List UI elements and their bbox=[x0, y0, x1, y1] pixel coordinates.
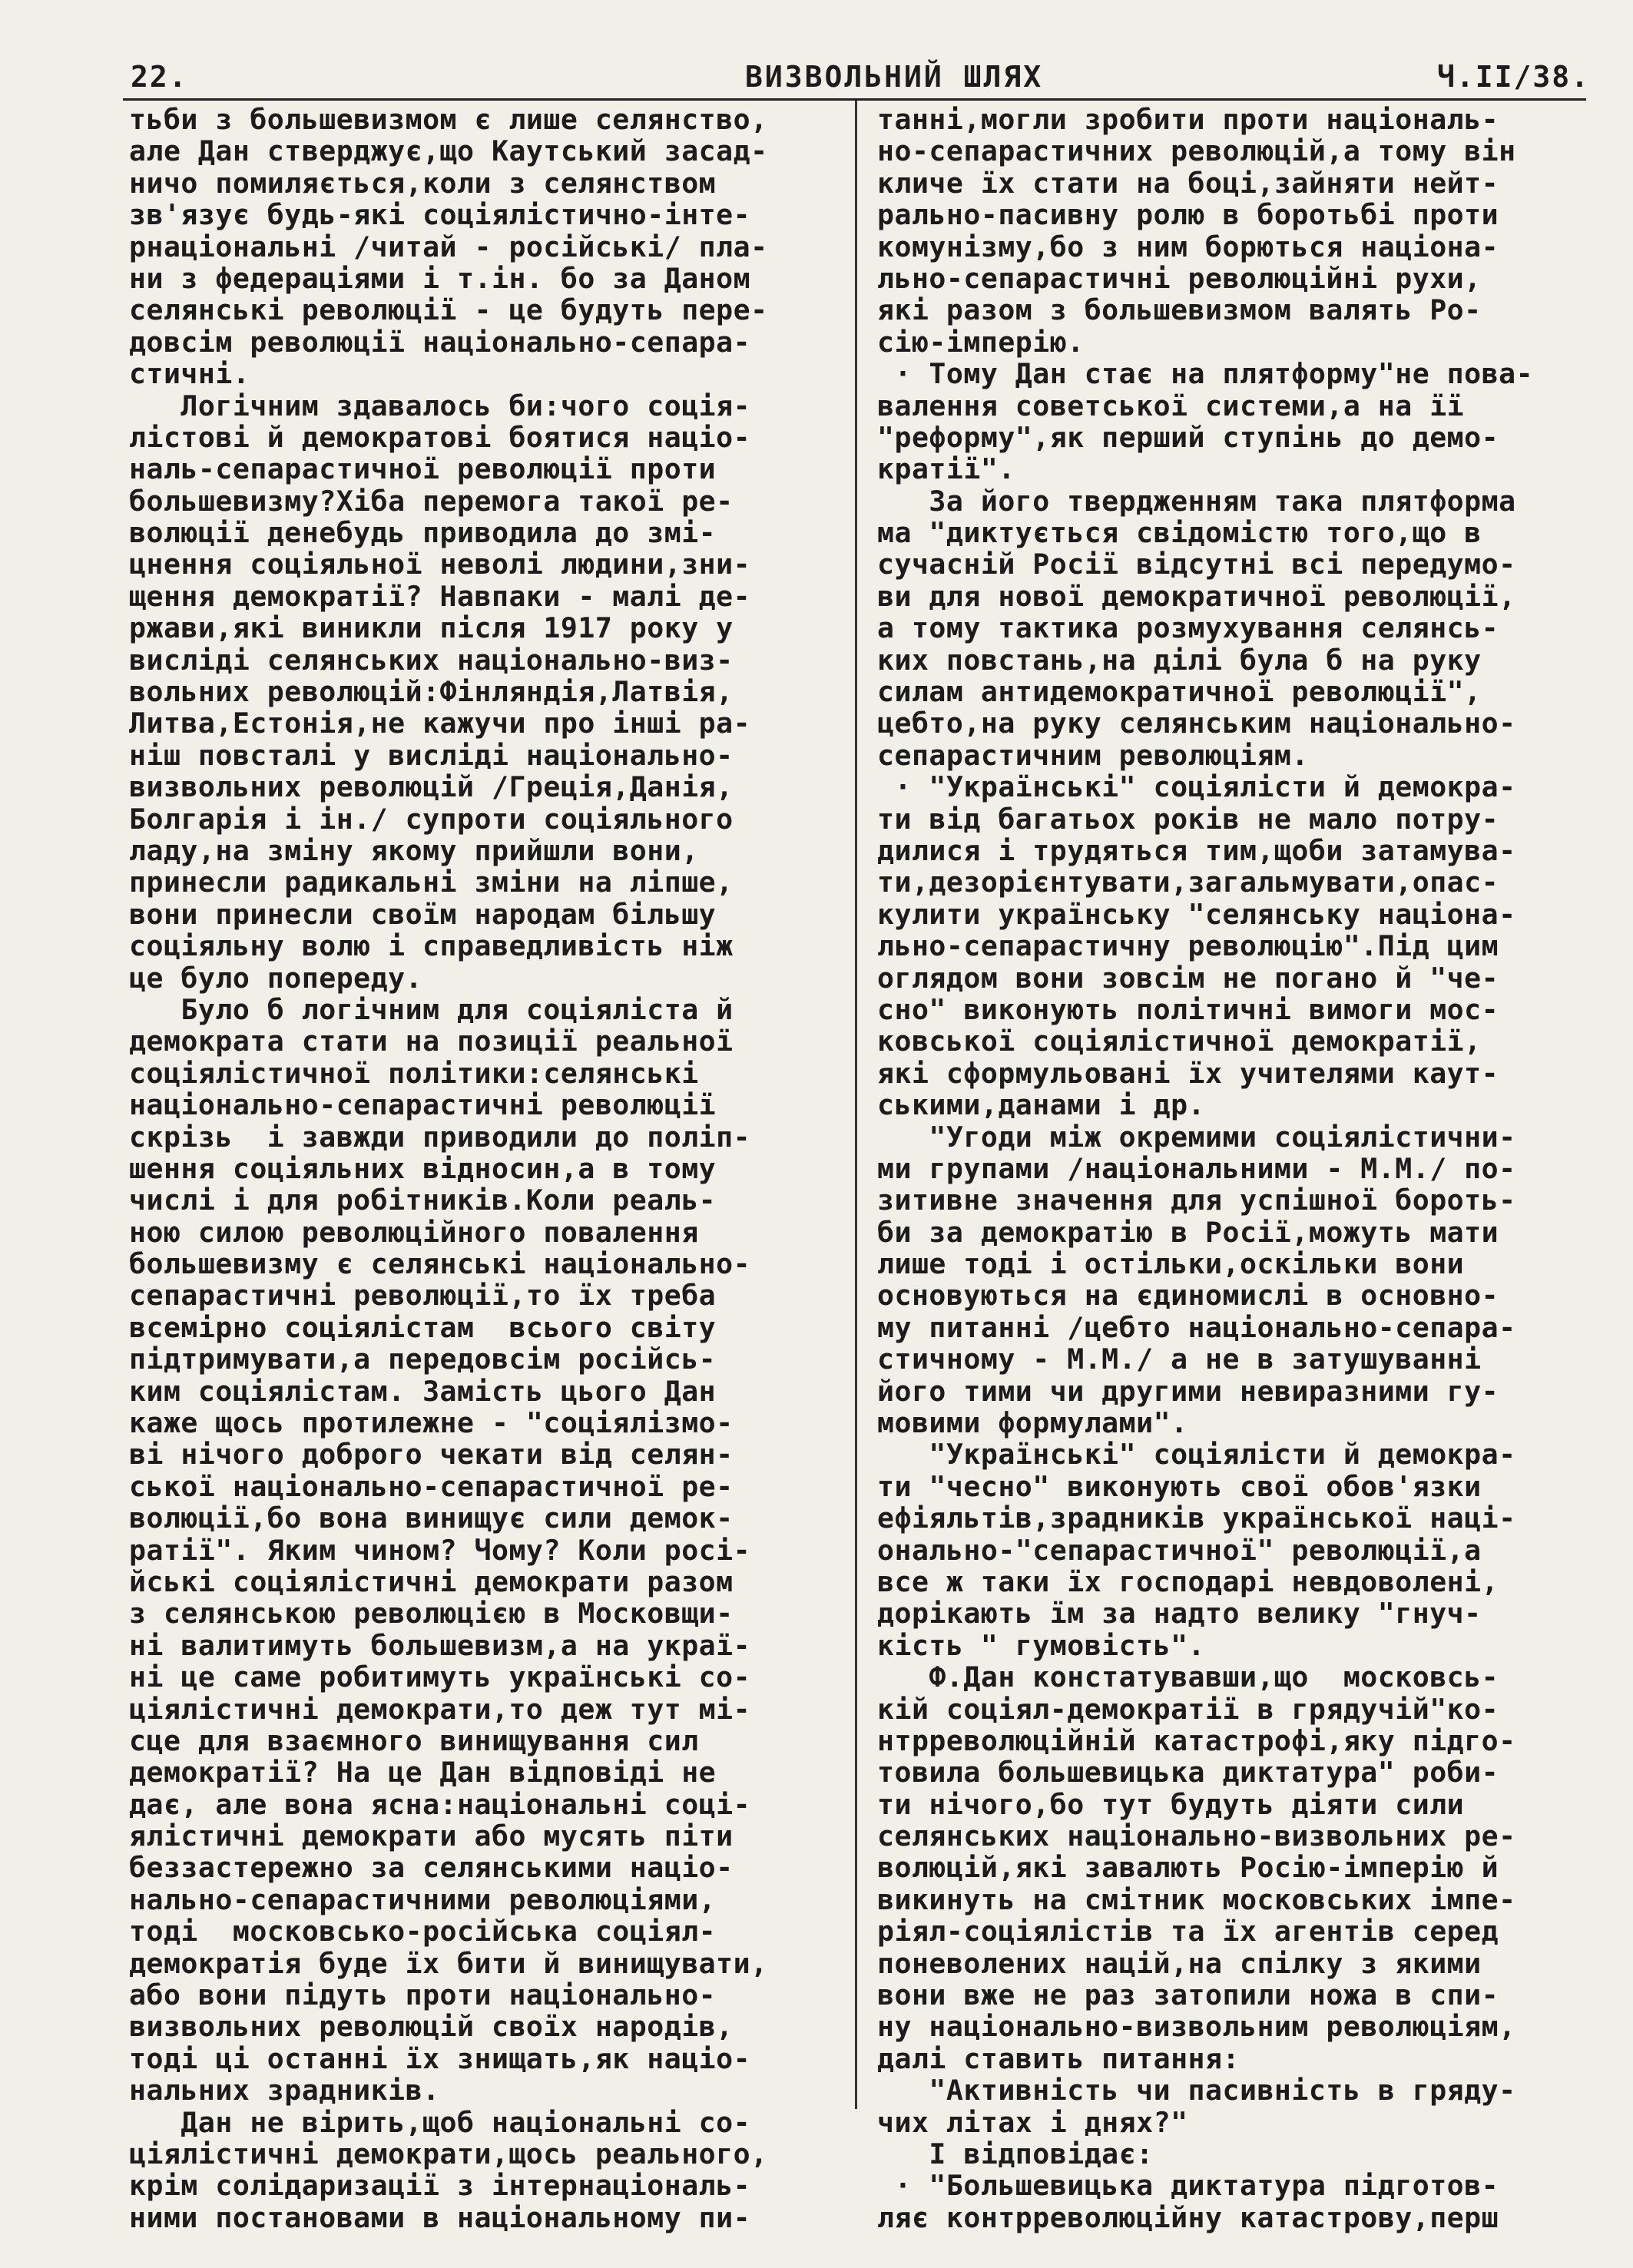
text-line: все ж таки їх господарі невдоволені, bbox=[877, 1564, 1499, 1598]
text-line: ни з федераціями і т.ін. бо за Даном bbox=[129, 261, 751, 295]
text-line: чих літах і днях?" bbox=[877, 2105, 1188, 2139]
text-line: лише тоді і остільки,оскільки вони bbox=[877, 1247, 1465, 1281]
text-line: би за демократію в Росії,можуть мати bbox=[877, 1215, 1499, 1249]
text-line: ма "диктується свідомістю того,що в bbox=[877, 516, 1482, 550]
text-line: "Українські" соціялісти й демокра- bbox=[877, 1438, 1516, 1472]
text-line: ні валитимуть большевизм,а на украї- bbox=[129, 1628, 751, 1662]
text-line: Болгарія і ін./ супроти соціяльного bbox=[129, 802, 734, 836]
text-line: большевизму?Хіба перемога такої ре- bbox=[129, 484, 734, 518]
text-line: з селянською революцією в Московщи- bbox=[129, 1597, 734, 1631]
column-divider bbox=[855, 101, 857, 2109]
text-line: йські соціялістичні демократи разом bbox=[129, 1564, 734, 1598]
text-line: принесли радикальні зміни на ліпше, bbox=[129, 866, 734, 899]
text-line: зв'язує будь-які соціялістично-інте- bbox=[129, 198, 751, 232]
text-line: "Угоди між окремими соціялістични- bbox=[877, 1120, 1516, 1154]
text-line: висліді селянських національно-виз- bbox=[129, 643, 734, 677]
text-line: які разом з большевизмом валять Ро- bbox=[877, 293, 1482, 327]
text-line: тоді ці останні їх знищать,як націо- bbox=[129, 2041, 751, 2075]
text-line: ти нічого,бо тут будуть діяти сили bbox=[877, 1787, 1465, 1821]
text-line: шення соціяльних відносин,а в тому bbox=[129, 1151, 717, 1185]
text-line: волюції,бо вона винищує сили демок- bbox=[129, 1502, 734, 1535]
text-line: онально-"сепарастичної" революції,а bbox=[877, 1533, 1482, 1567]
text-line: сце для взаємного винищування сил bbox=[129, 1723, 699, 1757]
text-line: це було попереду. bbox=[129, 961, 423, 995]
text-line: силам антидемократичної революції", bbox=[877, 675, 1482, 709]
text-line: сію-імперію. bbox=[877, 325, 1085, 359]
page-number: 22. bbox=[131, 60, 188, 94]
text-line: · "Українські" соціялісти й демокра- bbox=[877, 770, 1516, 804]
text-line: ніш повсталі у висліді національно- bbox=[129, 738, 734, 772]
text-line: ти,дезорієнтувати,загальмувати,опас- bbox=[877, 866, 1499, 899]
text-line: ві нічого доброго чекати від селян- bbox=[129, 1438, 734, 1472]
text-line: крім солідаризації з інтернаціональ- bbox=[129, 2169, 751, 2203]
text-line: ляє контрреволюційну катастрову,перш bbox=[877, 2200, 1499, 2234]
text-line: національно-сепарастичні революції bbox=[129, 1088, 717, 1122]
text-line: соціялістичної політики:селянські bbox=[129, 1056, 699, 1090]
text-line: · Тому Дан стає на плятформу"не пова- bbox=[877, 357, 1534, 391]
text-line: Ф.Дан констатувавши,що московсь- bbox=[877, 1660, 1499, 1694]
text-line: зитивне значення для успішної бороть- bbox=[877, 1184, 1516, 1217]
text-line: дорікають їм за надто велику "гнуч- bbox=[877, 1597, 1482, 1631]
text-line: поневолених націй,на спілку з якими bbox=[877, 1946, 1482, 1980]
text-line: цебто,на руку селянським національно- bbox=[877, 707, 1516, 740]
text-line: сепарастичні революції,то їх треба bbox=[129, 1279, 717, 1313]
text-line: лістові й демократові боятися націо- bbox=[129, 420, 751, 454]
text-line: ти "чесно" виконують свої обов'язки bbox=[877, 1469, 1482, 1503]
text-line: визвольних революцій своїх народів, bbox=[129, 2010, 734, 2044]
text-line: ефіяльтів,зрадників української наці- bbox=[877, 1502, 1516, 1535]
text-line: му питанні /цебто національно-сепара- bbox=[877, 1310, 1516, 1344]
text-line: льно-сепарастичні революційні рухи, bbox=[877, 261, 1482, 295]
text-line: каже щось протилежне - "соціялізмо- bbox=[129, 1406, 734, 1440]
text-line: щення демократії? Навпаки - малі де- bbox=[129, 579, 751, 613]
text-line: підтримувати,а передовсім російсь- bbox=[129, 1343, 717, 1376]
text-line: сно" виконують політичні вимоги мос- bbox=[877, 992, 1499, 1026]
text-line: льно-сепарастичну революцію".Під цим bbox=[877, 929, 1499, 963]
text-line: · "Большевицька диктатура підготов- bbox=[877, 2169, 1499, 2203]
text-line: демократія буде їх бити й винищувати, bbox=[129, 1946, 768, 1980]
text-line: ціялістичні демократи,щось реального, bbox=[129, 2137, 768, 2170]
text-line: ськими,данами і др. bbox=[877, 1088, 1206, 1122]
right-text-column bbox=[877, 104, 1584, 2233]
text-line: нально-сепарастичними революціями, bbox=[129, 1882, 717, 1916]
text-line: Логічним здавалось би:чого соція- bbox=[129, 389, 751, 422]
left-text-column bbox=[129, 104, 836, 2233]
text-line: рнаціональні /читай - російські/ пла- bbox=[129, 230, 768, 263]
text-line: ничо помиляється,коли з селянством bbox=[129, 166, 717, 200]
text-line: беззастережно за селянськими націо- bbox=[129, 1851, 734, 1885]
journal-title: ВИЗВОЛЬНИЙ ШЛЯХ bbox=[745, 60, 1044, 94]
text-line: які сформульовані їх учителями каут- bbox=[877, 1056, 1499, 1090]
text-line: Було б логічним для соціяліста й bbox=[129, 992, 734, 1026]
text-line: демократії? На це Дан відповіді не bbox=[129, 1756, 717, 1790]
text-line: ну національно-визвольним революціям, bbox=[877, 2010, 1516, 2044]
text-line: За його твердженням така плятформа bbox=[877, 484, 1516, 518]
text-line: товила большевицька диктатура" роби- bbox=[877, 1756, 1499, 1790]
text-line: або вони підуть проти національно- bbox=[129, 1978, 717, 2012]
text-line: соціяльну волю і справедливість ніж bbox=[129, 929, 734, 963]
text-line: ріял-соціялістів та їх агентів серед bbox=[877, 1915, 1499, 1948]
text-line: всемірно соціялістам всього світу bbox=[129, 1310, 717, 1344]
text-line: сучасній Росії відсутні всі передумо- bbox=[877, 548, 1516, 581]
text-line: скрізь і завжди приводили до поліп- bbox=[129, 1120, 751, 1154]
text-line: "реформу",як перший ступінь до демо- bbox=[877, 420, 1499, 454]
text-line: ялістичні демократи або мусять піти bbox=[129, 1819, 734, 1853]
text-line: дилися і трудяться тим,щоби затамува- bbox=[877, 833, 1516, 867]
text-line: селянських національно-визвольних ре- bbox=[877, 1819, 1516, 1853]
text-line: "Активність чи пасивність в гряду- bbox=[877, 2074, 1516, 2107]
text-line: демократа стати на позиції реальної bbox=[129, 1025, 734, 1058]
text-line: валення советської системи,а на її bbox=[877, 389, 1465, 422]
text-line: цнення соціяльної неволі людини,зни- bbox=[129, 548, 751, 581]
text-line: його тими чи другими невиразними гу- bbox=[877, 1374, 1499, 1408]
text-line: викинуть на смітник московських імпе- bbox=[877, 1882, 1516, 1916]
text-line: ними постановами в національному пи- bbox=[129, 2200, 751, 2234]
text-line: числі і для робітників.Коли реаль- bbox=[129, 1184, 717, 1217]
text-line: ви для нової демократичної революції, bbox=[877, 579, 1516, 613]
text-line: ковської соціялістичної демократії, bbox=[877, 1025, 1482, 1058]
text-line: дає, але вона ясна:національні соці- bbox=[129, 1787, 751, 1821]
text-line: нтрреволюційній катастрофі,яку підго- bbox=[877, 1723, 1516, 1757]
text-line: наль-сепарастичної революції проти bbox=[129, 452, 717, 486]
text-line: селянські революції - це будуть пере- bbox=[129, 293, 768, 327]
running-header bbox=[131, 60, 1590, 97]
text-line: кість " гумовість". bbox=[877, 1628, 1206, 1662]
text-line: ною силою революційного повалення bbox=[129, 1215, 699, 1249]
text-line: рально-пасивну ролю в боротьбі проти bbox=[877, 198, 1499, 232]
text-line: ржави,які виникли після 1917 року у bbox=[129, 611, 734, 645]
text-line: основуються на єдиномислі в основно- bbox=[877, 1279, 1499, 1313]
text-line: ської національно-сепарастичної ре- bbox=[129, 1469, 734, 1503]
text-line: большевизму є селянські національно- bbox=[129, 1247, 751, 1281]
text-line: нальних зрадників. bbox=[129, 2074, 440, 2107]
text-line: ладу,на зміну якому прийшли вони, bbox=[129, 833, 699, 867]
text-line: волюції денебудь приводила до змі- bbox=[129, 516, 717, 550]
text-line: оглядом вони зовсім не погано й "че- bbox=[877, 961, 1499, 995]
text-line: ти від багатьох років не мало потру- bbox=[877, 802, 1499, 836]
text-line: довсім революції національно-сепара- bbox=[129, 325, 751, 359]
text-line: Дан не вірить,щоб національні со- bbox=[129, 2105, 751, 2139]
text-line: ких повстань,на ділі була б на руку bbox=[877, 643, 1482, 677]
text-line: волюцій,які завалють Росію-імперію й bbox=[877, 1851, 1499, 1885]
text-line: мовими формулами". bbox=[877, 1406, 1188, 1440]
text-line: сепарастичним революціям. bbox=[877, 738, 1309, 772]
text-line: вони принесли своїм народам більшу bbox=[129, 897, 717, 931]
text-line: кратії". bbox=[877, 452, 1015, 486]
issue-number: Ч.II/38. bbox=[1436, 60, 1590, 94]
text-line: стичному - М.М./ а не в затушуванні bbox=[877, 1343, 1482, 1376]
text-line: а тому тактика розмухування селянсь- bbox=[877, 611, 1499, 645]
text-line: кулити українську "селянську націона- bbox=[877, 897, 1516, 931]
text-line: кличе їх стати на боці,зайняти нейт- bbox=[877, 166, 1499, 200]
text-line: визвольних революцій /Греція,Данія, bbox=[129, 770, 734, 804]
text-line: ми групами /національними - М.М./ по- bbox=[877, 1151, 1516, 1185]
text-line: вони вже не раз затопили ножа в спи- bbox=[877, 1978, 1499, 2012]
text-line: І відповідає: bbox=[877, 2137, 1154, 2170]
text-line: тьби з большевизмом є лише селянство, bbox=[129, 103, 768, 136]
text-line: но-сепарастичних революцій,а тому він bbox=[877, 134, 1516, 168]
text-line: ратії". Яким чином? Чому? Коли росі- bbox=[129, 1533, 751, 1567]
text-line: вольних революцій:Фінляндія,Латвія, bbox=[129, 675, 734, 709]
text-line: тоді московсько-російська соціял- bbox=[129, 1915, 717, 1948]
text-line: ким соціялістам. Замість цього Дан bbox=[129, 1374, 717, 1408]
text-line: стичні. bbox=[129, 357, 250, 391]
text-line: далі ставить питання: bbox=[877, 2041, 1240, 2075]
text-line: танні,могли зробити проти національ- bbox=[877, 103, 1499, 136]
text-line: ціялістичні демократи,то деж тут мі- bbox=[129, 1692, 751, 1726]
text-line: ні це саме робитимуть українські со- bbox=[129, 1660, 751, 1694]
text-line: комунізму,бо з ним борються націона- bbox=[877, 230, 1499, 263]
text-line: але Дан стверджує,що Каутський засад- bbox=[129, 134, 768, 168]
text-line: кій соціял-демократії в грядучій"ко- bbox=[877, 1692, 1499, 1726]
text-line: Литва,Естонія,не кажучи про інші ра- bbox=[129, 707, 751, 740]
